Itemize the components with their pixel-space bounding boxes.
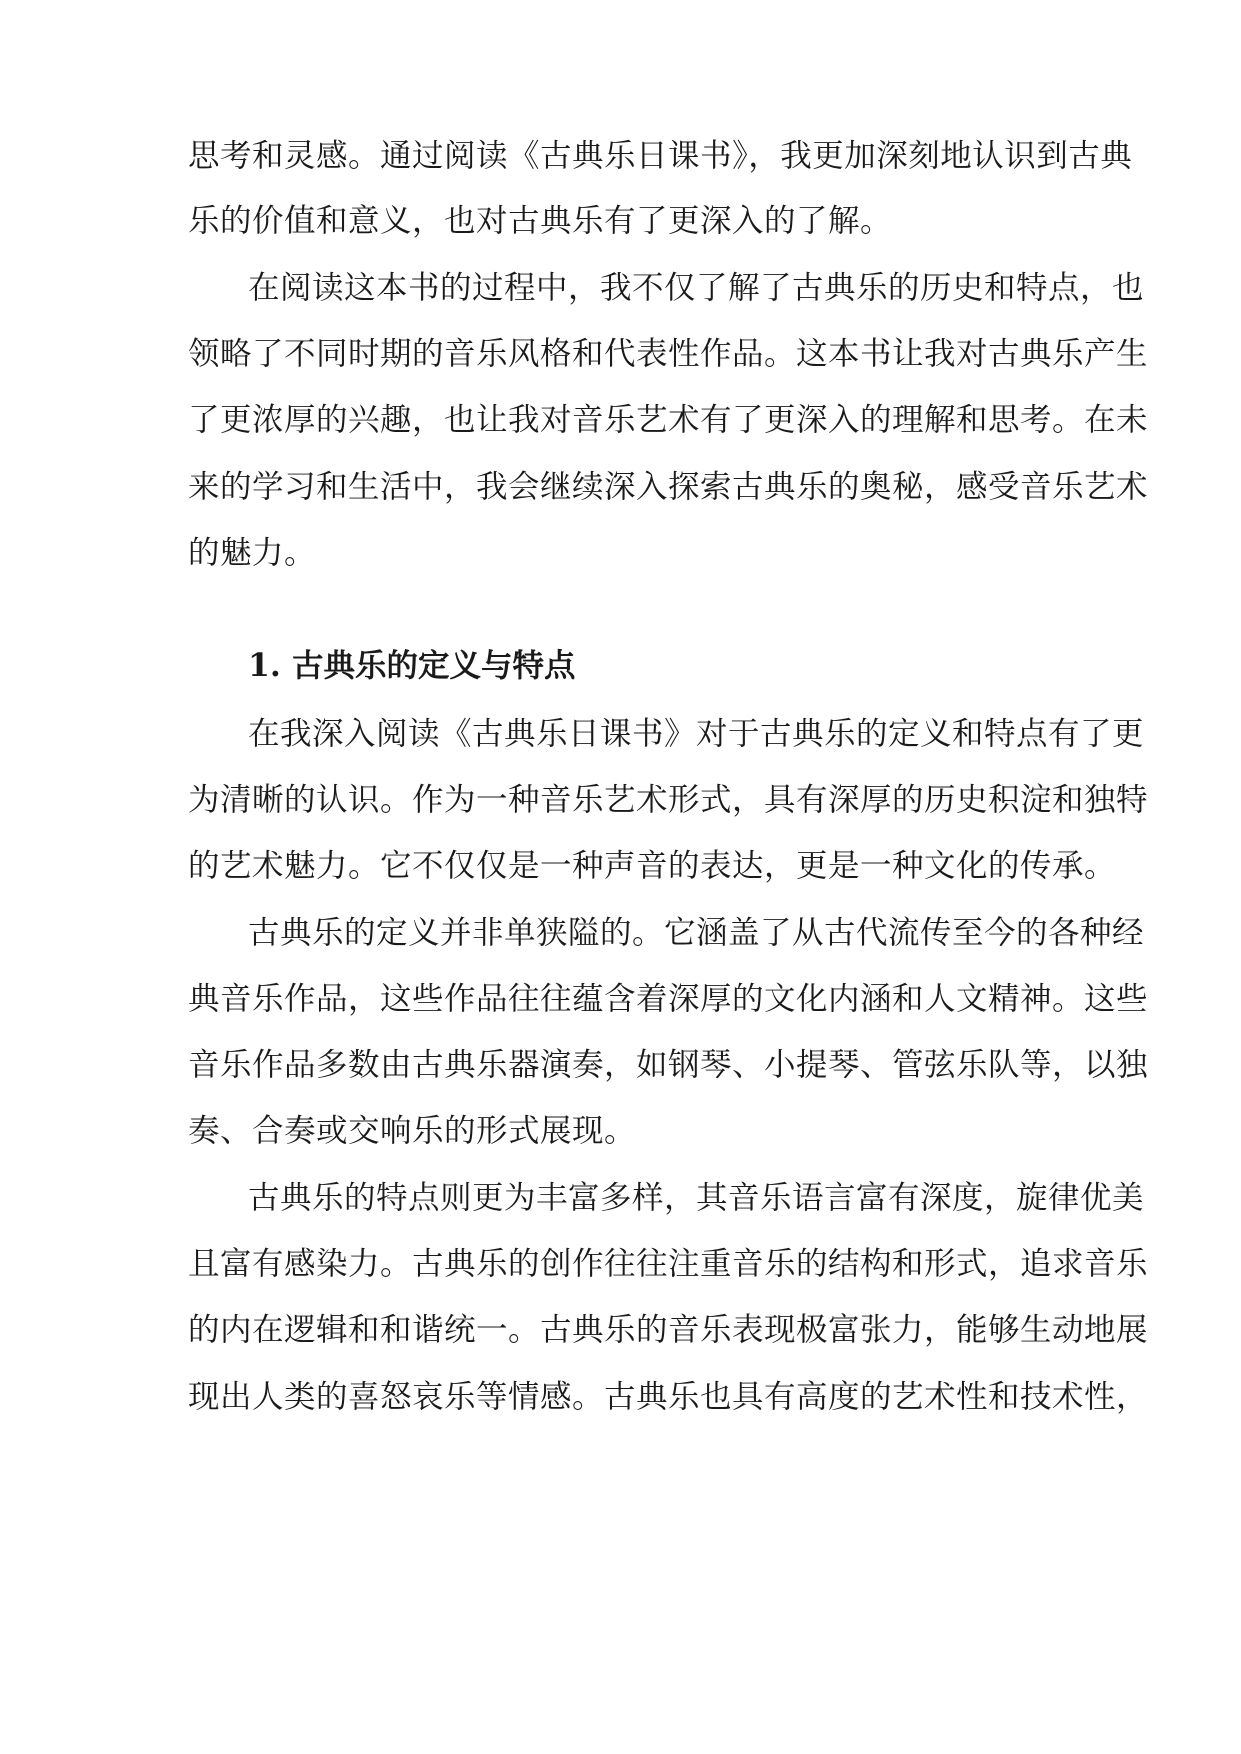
paragraph-line: 思考和灵感。通过阅读《古典乐日课书》，我更加深刻地认识到古典 — [188, 138, 1133, 174]
paragraph-line: 典音乐作品，这些作品往往蕴含着深厚的文化内涵和人文精神。这些 — [188, 981, 1149, 1017]
paragraph-line: 为清晰的认识。作为一种音乐艺术形式，具有深厚的历史积淀和独特 — [188, 782, 1149, 818]
paragraph-line: 乐的价值和意义，也对古典乐有了更深入的了解。 — [188, 203, 893, 239]
paragraph-line: 领略了不同时期的音乐风格和代表性作品。这本书让我对古典乐产生 — [188, 336, 1149, 372]
paragraph-line: 奏、合奏或交响乐的形式展现。 — [188, 1113, 637, 1149]
paragraph-line: 在阅读这本书的过程中，我不仅了解了古典乐的历史和特点，也 — [248, 270, 1145, 306]
paragraph-line: 古典乐的特点则更为丰富多样，其音乐语言富有深度，旋律优美 — [248, 1180, 1145, 1216]
paragraph-line: 的艺术魅力。它不仅仅是一种声音的表达，更是一种文化的传承。 — [188, 848, 1117, 884]
paragraph-line: 来的学习和生活中，我会继续深入探索古典乐的奥秘，感受音乐艺术 — [188, 469, 1149, 505]
paragraph-line: 的魅力。 — [188, 535, 317, 571]
paragraph-line: 了更浓厚的兴趣，也让我对音乐艺术有了更深入的理解和思考。在未 — [188, 402, 1149, 438]
section-number: 1. — [248, 647, 281, 684]
paragraph-line: 现出人类的喜怒哀乐等情感。古典乐也具有高度的艺术性和技术性， — [188, 1379, 1149, 1415]
section-title: 古典乐的定义与特点 — [292, 647, 576, 684]
paragraph-line: 在我深入阅读《古典乐日课书》对于古典乐的定义和特点有了更 — [248, 716, 1145, 752]
paragraph-line: 的内在逻辑和和谐统一。古典乐的音乐表现极富张力，能够生动地展 — [188, 1312, 1149, 1348]
section-heading — [248, 646, 1068, 686]
paragraph-line: 音乐作品多数由古典乐器演奏，如钢琴、小提琴、管弦乐队等，以独 — [188, 1047, 1149, 1083]
paragraph-line: 古典乐的定义并非单狭隘的。它涵盖了从古代流传至今的各种经 — [248, 915, 1145, 951]
paragraph-line: 且富有感染力。古典乐的创作往往注重音乐的结构和形式，追求音乐 — [188, 1246, 1149, 1282]
